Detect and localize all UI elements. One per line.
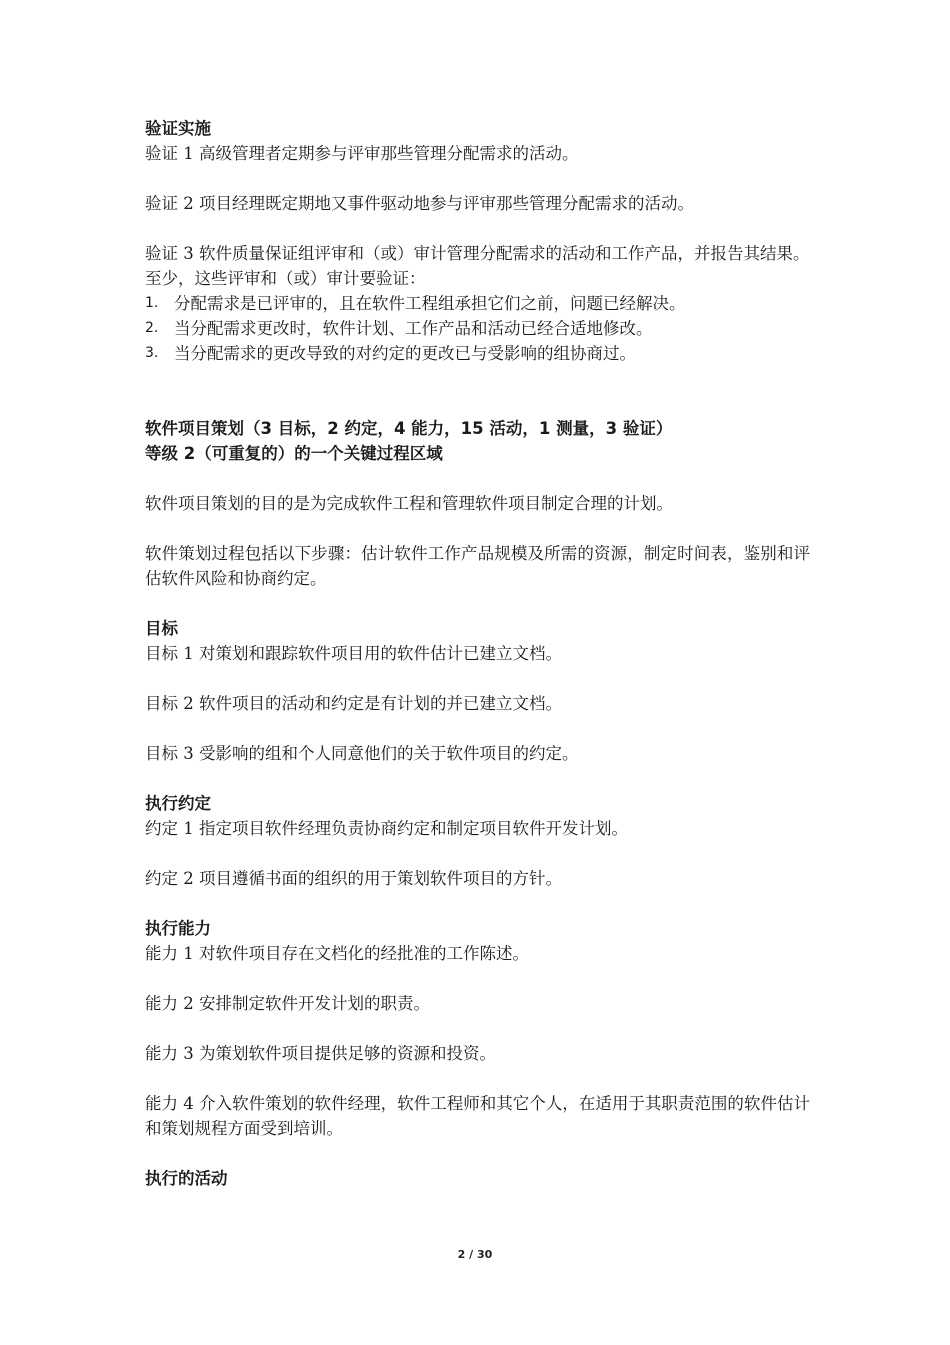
list-item bbox=[145, 341, 810, 366]
goals-heading: 目标 bbox=[145, 619, 178, 638]
page-number: 2 / 30 bbox=[457, 1248, 493, 1261]
list-item bbox=[145, 291, 810, 316]
commitments-heading: 执行约定 bbox=[145, 794, 211, 813]
purpose-paragraph: 软件项目策划的目的是为完成软件工程和管理软件项目制定合理的计划。 bbox=[145, 494, 673, 513]
ability-3: 能力 3 为策划软件项目提供足够的资源和投资。 bbox=[145, 1044, 496, 1063]
list-item-text: 当分配需求更改时，软件计划、工作产品和活动已经合适地修改。 bbox=[174, 319, 653, 338]
abilities-heading: 执行能力 bbox=[145, 919, 211, 938]
verification-1: 验证 1 高级管理者定期参与评审那些管理分配需求的活动。 bbox=[145, 144, 579, 163]
verification-3: 验证 3 软件质量保证组评审和（或）审计管理分配需求的活动和工作产品，并报告其结果。 bbox=[145, 244, 810, 263]
list-item-number: 2. bbox=[145, 320, 159, 336]
list-item-text: 分配需求是已评审的，且在软件工程组承担它们之前，问题已经解决。 bbox=[174, 294, 686, 313]
activities-heading: 执行的活动 bbox=[145, 1169, 228, 1188]
ability-2: 能力 2 安排制定软件开发计划的职责。 bbox=[145, 994, 430, 1013]
verification-2: 验证 2 项目经理既定期地又事件驱动地参与评审那些管理分配需求的活动。 bbox=[145, 194, 694, 213]
commitment-2: 约定 2 项目遵循书面的组织的用于策划软件项目的方针。 bbox=[145, 869, 562, 888]
list-item-number: 1. bbox=[145, 295, 159, 311]
goal-1: 目标 1 对策划和跟踪软件项目用的软件估计已建立文档。 bbox=[145, 644, 562, 663]
ability-4: 能力 4 介入软件策划的软件经理，软件工程师和其它个人，在适用于其职责范围的软件估计和策划规程方面受到培训。 bbox=[145, 1094, 810, 1138]
section-subtitle: 等级 2（可重复的）的一个关键过程区域 bbox=[145, 444, 443, 463]
list-item-text: 当分配需求的更改导致的对约定的更改已与受影响的组协商过。 bbox=[174, 344, 636, 363]
list-item bbox=[145, 316, 810, 341]
goal-3: 目标 3 受影响的组和个人同意他们的关于软件项目的约定。 bbox=[145, 744, 579, 763]
ability-1: 能力 1 对软件项目存在文档化的经批准的工作陈述。 bbox=[145, 944, 529, 963]
list-item-number: 3. bbox=[145, 345, 159, 361]
commitment-1: 约定 1 指定项目软件经理负责协商约定和制定项目软件开发计划。 bbox=[145, 819, 628, 838]
process-paragraph: 软件策划过程包括以下步骤：估计软件工作产品规模及所需的资源，制定时间表，鉴别和评估软件风险和协商约定。 bbox=[145, 544, 810, 588]
verification-3-intro: 至少，这些评审和（或）审计要验证： bbox=[145, 269, 426, 288]
section-title: 软件项目策划（3 目标，2 约定，4 能力，15 活动，1 测量，3 验证） bbox=[145, 419, 673, 438]
goal-2: 目标 2 软件项目的活动和约定是有计划的并已建立文档。 bbox=[145, 694, 562, 713]
document-page bbox=[145, 116, 810, 1191]
verification-heading: 验证实施 bbox=[145, 119, 211, 138]
